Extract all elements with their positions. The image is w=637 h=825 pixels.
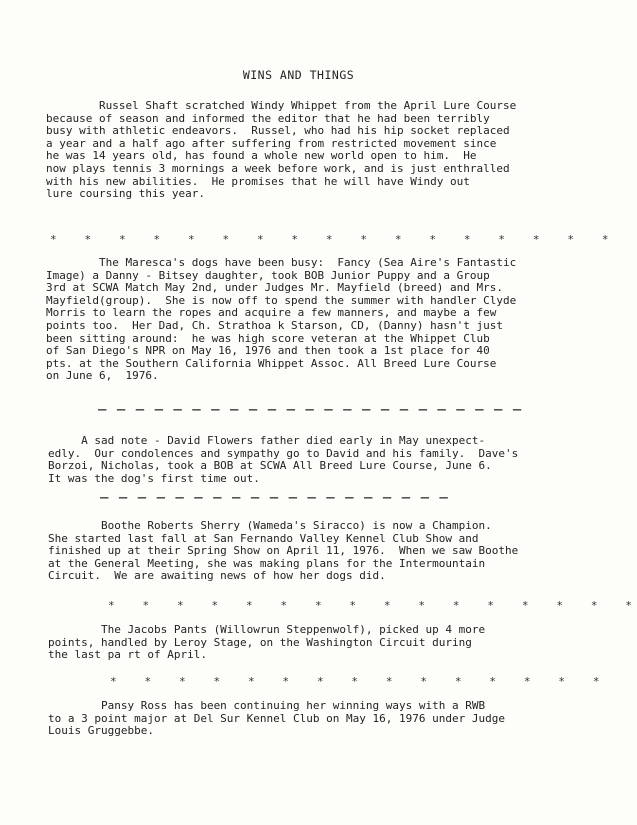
text-line: Russel Shaft scratched Windy Whippet from the April Lure Course xyxy=(46,99,517,112)
text-line: now plays tennis 3 mornings a week before work, and is just enthralled xyxy=(46,161,510,175)
paragraph-flowers xyxy=(48,435,518,485)
separator-stars: * * * * * * * * * * * * * * * * * xyxy=(50,233,611,246)
text-line: points too. Her Dad, Ch. Strathoa k Starson, CD, (Danny) hasn't just xyxy=(46,318,503,332)
text-line: Borzoi, Nicholas, took a BOB at SCWA All Breed Lure Course, June 6. xyxy=(48,459,492,473)
text-line: to a 3 point major at Del Sur Kennel Club on May 16, 1976 under Judge xyxy=(48,711,505,725)
text-line: Louis Gruggebbe. xyxy=(48,724,154,738)
paragraph-maresca xyxy=(46,257,516,383)
text-line: She started last fall at San Fernando Valley Kennel Club Show and xyxy=(48,531,479,545)
text-line: It was the dog's first time out. xyxy=(48,471,260,485)
separator-dashes: _ _ _ _ _ _ _ _ _ _ _ _ _ _ _ _ _ _ _ xyxy=(100,483,449,499)
text-line: Morris to learn the ropes and acquire a few manners, and maybe a few xyxy=(46,306,497,320)
page-title: WINS AND THINGS xyxy=(242,68,355,82)
text-line: Pansy Ross has been continuing her winning ways with a RWB xyxy=(48,699,486,712)
paragraph-russel-shaft xyxy=(46,100,516,201)
text-line: A sad note - David Flowers father died early in May unexpect- xyxy=(48,434,486,447)
text-line: edly. Our condolences and sympathy go to David and his family. Dave's xyxy=(48,446,519,460)
paragraph-pansy-ross xyxy=(48,700,505,738)
text-line: on June 6, 1976. xyxy=(46,369,159,383)
text-line: a year and a half ago after suffering from restricted movement since xyxy=(46,136,497,150)
text-line: The Maresca's dogs have been busy: Fancy (Sea Aire's Fantastic xyxy=(46,256,517,269)
text-line: of San Diego's NPR on May 16, 1976 and then took a 1st place for 40 xyxy=(46,344,490,358)
text-line: 3rd at SCWA Match May 2nd, under Judges Mr. Mayfield (breed) and Mrs. xyxy=(46,281,503,295)
text-line: Circuit. We are awaiting news of how her dogs did. xyxy=(48,569,386,583)
separator-stars: * * * * * * * * * * * * * * * * xyxy=(108,599,634,612)
text-line: finished up at their Spring Show on April 11, 1976. When we saw Boothe xyxy=(48,544,519,558)
text-line: Mayfield(group). She is now off to spend the summer with handler Clyde xyxy=(46,293,517,307)
paragraph-sherry xyxy=(48,520,518,583)
text-line: at the General Meeting, she was making plans for the Intermountain xyxy=(48,556,486,570)
text-line: because of season and informed the editor that he had been terribly xyxy=(46,111,490,125)
text-line: Image) a Danny - Bitsey daughter, took BOB Junior Puppy and a Group xyxy=(46,268,490,282)
text-line: been sitting around: he was high score veteran at the Whippet Club xyxy=(46,331,490,345)
text-line: lure coursing this year. xyxy=(46,187,205,201)
text-line: the last pa rt of April. xyxy=(48,648,207,662)
text-line: with his new abilities. He promises that he will have Windy out xyxy=(46,174,470,188)
text-line: busy with athletic endeavors. Russel, who had his hip socket replaced xyxy=(46,124,510,138)
text-line: Boothe Roberts Sherry (Wameda's Siracco) is now a Champion. xyxy=(48,519,492,532)
text-line: The Jacobs Pants (Willowrun Steppenwolf), picked up 4 more xyxy=(48,623,486,636)
text-line: pts. at the Southern California Whippet Assoc. All Breed Lure Course xyxy=(46,356,497,370)
separator-stars: * * * * * * * * * * * * * * * xyxy=(110,675,602,688)
paragraph-jacobs xyxy=(48,624,485,662)
separator-dashes: _ _ _ _ _ _ _ _ _ _ _ _ _ _ _ _ _ _ _ _ _ _ _ xyxy=(98,395,523,411)
text-line: points, handled by Leroy Stage, on the Washington Circuit during xyxy=(48,635,472,649)
text-line: he was 14 years old, has found a whole new world open to him. He xyxy=(46,149,477,163)
